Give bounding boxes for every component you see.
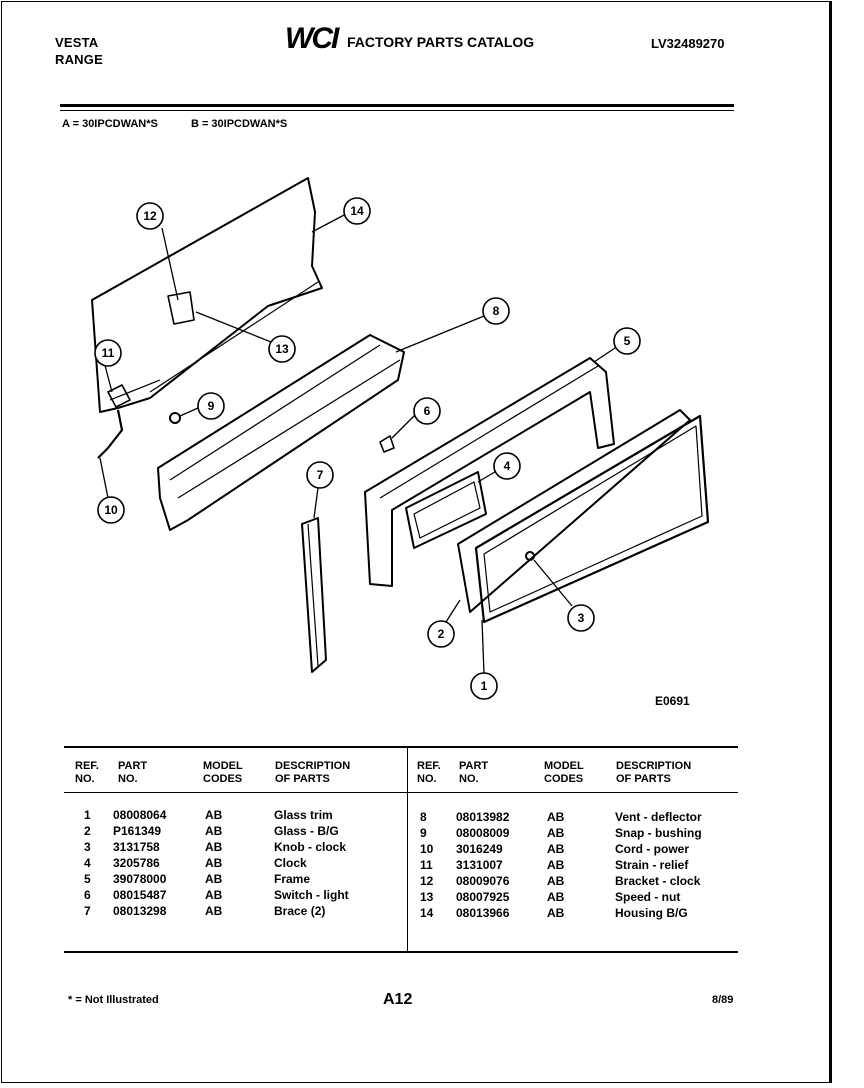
table-cell: 9 [420, 826, 427, 840]
table-cell: Frame [274, 872, 311, 886]
callout-10 [98, 497, 124, 523]
header-part-right: PART NO. [459, 760, 489, 785]
header-part-left: PART NO. [118, 760, 148, 785]
table-cell: AB [205, 872, 223, 886]
table-cell: AB [547, 810, 565, 824]
table-cell: AB [205, 856, 223, 870]
model-a: A = 30IPCDWAN*S [62, 118, 158, 130]
callout-12 [137, 203, 163, 229]
table-cell: AB [547, 826, 565, 840]
part-glass-trim [476, 416, 708, 622]
table-cell: Glass - B/G [274, 824, 339, 838]
right-part-column [456, 809, 509, 921]
callout-9 [198, 393, 224, 419]
table-cell: Cord - power [615, 842, 689, 856]
table-header-rule [64, 792, 738, 793]
callout-13 [269, 336, 295, 362]
header-desc-right: DESCRIPTION OF PARTS [616, 760, 692, 785]
table-cell: AB [205, 904, 223, 918]
svg-text:5: 5 [623, 334, 631, 348]
left-part-column [113, 807, 166, 919]
catalog-title: FACTORY PARTS CATALOG [347, 34, 535, 50]
part-housing [92, 178, 322, 412]
table-cell: 13 [420, 890, 434, 904]
not-illustrated-note: * = Not Illustrated [68, 994, 159, 1006]
left-desc-column [274, 807, 349, 919]
svg-text:13: 13 [275, 342, 289, 356]
table-cell: 3131758 [113, 840, 160, 854]
svg-text:11: 11 [101, 346, 115, 360]
table-cell: P161349 [113, 824, 162, 838]
table-cell: Knob - clock [274, 840, 347, 854]
table-cell: 08008064 [113, 808, 167, 822]
table-cell: AB [547, 842, 565, 856]
table-cell: 1 [84, 808, 91, 822]
part-brace [302, 518, 326, 672]
table-cell: 08013982 [456, 810, 510, 824]
callout-2 [428, 621, 454, 647]
table-cell: AB [205, 888, 223, 902]
table-cell: 39078000 [113, 872, 167, 886]
table-divider [407, 748, 408, 951]
part-switch [380, 436, 394, 452]
svg-text:9: 9 [207, 399, 215, 413]
svg-text:14: 14 [350, 204, 364, 218]
table-cell: 3131007 [456, 858, 503, 872]
table-cell: 08013298 [113, 904, 167, 918]
callout-4 [494, 453, 520, 479]
table-cell: 2 [84, 824, 91, 838]
table-cell: 10 [420, 842, 434, 856]
header-model-left: MODEL CODES [203, 760, 243, 785]
table-cell: 5 [84, 872, 91, 886]
svg-text:1: 1 [480, 679, 488, 693]
callout-8 [483, 298, 509, 324]
product-type: RANGE [55, 52, 103, 67]
table-cell: Snap - bushing [615, 826, 702, 840]
callout-5 [614, 328, 640, 354]
header-model-right: MODEL CODES [544, 760, 584, 785]
part-bracket [168, 292, 194, 324]
table-cell: Speed - nut [615, 890, 681, 904]
table-cell: Clock [274, 856, 307, 870]
left-model-column [205, 807, 222, 919]
wci-logo: WCI [285, 22, 338, 55]
table-cell: Glass trim [274, 808, 333, 822]
right-model-column [547, 809, 564, 921]
table-cell: 3205786 [113, 856, 160, 870]
svg-text:6: 6 [423, 404, 431, 418]
right-ref-column [420, 809, 433, 921]
svg-text:12: 12 [143, 209, 157, 223]
callout-6 [414, 398, 440, 424]
table-cell: 12 [420, 874, 434, 888]
table-cell: Housing B/G [615, 906, 688, 920]
catalog-code: LV32489270 [651, 36, 725, 51]
catalog-date: 8/89 [712, 994, 734, 1006]
svg-text:3: 3 [577, 611, 585, 625]
page-number: A12 [383, 991, 413, 1008]
table-cell: 6 [84, 888, 91, 902]
table-cell: AB [547, 890, 565, 904]
model-b: B = 30IPCDWAN*S [190, 118, 288, 130]
svg-text:10: 10 [104, 503, 118, 517]
callout-3 [568, 605, 594, 631]
header-ref-left: REF. NO. [75, 760, 99, 785]
table-cell: 7 [84, 904, 91, 918]
part-snap-bushing [170, 413, 180, 423]
table-cell: Brace (2) [274, 904, 326, 918]
right-desc-column [615, 809, 702, 921]
table-cell: AB [547, 906, 565, 920]
table-cell: 08007925 [456, 890, 510, 904]
table-cell: AB [205, 824, 223, 838]
svg-text:2: 2 [437, 627, 445, 641]
table-cell: 08015487 [113, 888, 167, 902]
table-cell: 3016249 [456, 842, 503, 856]
callout-1 [471, 673, 497, 699]
table-cell: Bracket - clock [615, 874, 701, 888]
table-cell: 14 [420, 906, 434, 920]
table-cell: 11 [420, 858, 433, 872]
figure-id: E0691 [655, 694, 690, 708]
callout-14 [344, 198, 370, 224]
part-cord [98, 410, 122, 458]
table-cell: 4 [84, 856, 91, 870]
left-ref-column [84, 807, 91, 919]
table-cell: Strain - relief [615, 858, 689, 872]
table-cell: 3 [84, 840, 91, 854]
header-desc-left: DESCRIPTION OF PARTS [275, 760, 351, 785]
svg-text:8: 8 [492, 304, 500, 318]
table-cell: AB [205, 840, 223, 854]
table-cell: Vent - deflector [615, 810, 702, 824]
table-cell: 08009076 [456, 874, 510, 888]
table-cell: 8 [420, 810, 427, 824]
svg-text:7: 7 [316, 468, 324, 482]
table-cell: 08008009 [456, 826, 510, 840]
table-cell: AB [205, 808, 223, 822]
svg-text:4: 4 [503, 459, 511, 473]
callout-11 [95, 340, 121, 366]
table-cell: Switch - light [274, 888, 349, 902]
table-cell: AB [547, 874, 565, 888]
brand-name: VESTA [55, 35, 99, 50]
table-cell: 08013966 [456, 906, 510, 920]
table-cell: AB [547, 858, 565, 872]
callout-7 [307, 462, 333, 488]
table-bottom-rule [64, 951, 738, 953]
header-ref-right: REF. NO. [417, 760, 441, 785]
table-top-rule [64, 746, 738, 748]
